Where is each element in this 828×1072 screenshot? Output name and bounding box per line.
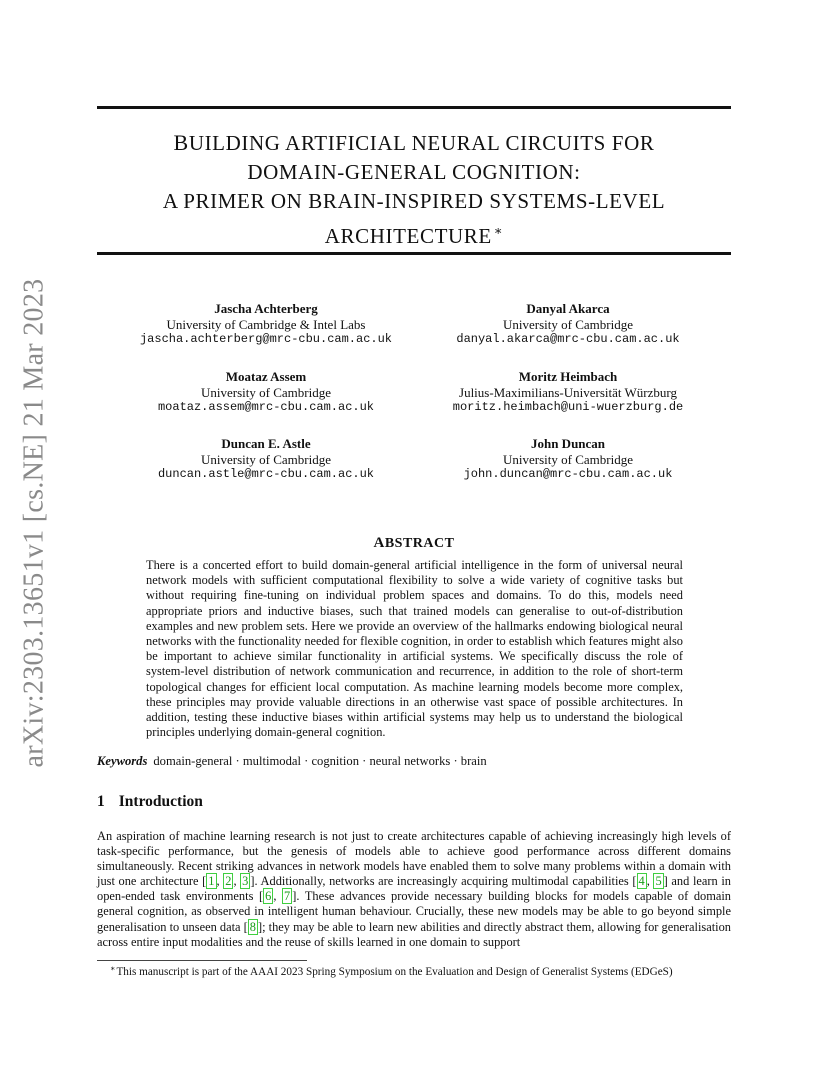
title-top-rule — [97, 106, 731, 109]
author-email[interactable]: moritz.heimbach@uni-wuerzburg.de — [452, 400, 684, 414]
author-affiliation: Julius-Maximilians-Universität Würzburg — [459, 384, 677, 400]
author-block — [106, 301, 426, 348]
author-affiliation: University of Cambridge — [201, 384, 331, 400]
abstract-text: There is a concerted effort to build domain-general artificial intelligence in the form of universal neural network models with sufficient computational flexibility to solve a wide variety of cognitive tasks but without requiring fine-tuning on individual problem spaces and domains. To do this, models need appropriate priors and inductive biases, such that trained models can generalise to out-of-distribution examples and new problem sets. Here we provide an overview of the hallmarks endowing biological neural networks with the functionality needed for flexible cognition, in order to establish which features might also be important to achieve similar functionality in artificial systems. We specifically discuss the role of system-level distribution of network communication and recurrence, in addition to the role of short-term topological changes for efficient local computation. As machine learning models become more complex, these principles may provide valuable directions in an otherwise vast space of possible architectures. In addition, testing these inductive biases within artificial systems may help us to understand the biological principles underlying domain-general cognition. — [146, 558, 683, 740]
author-block — [106, 436, 426, 483]
author-affiliation: University of Cambridge — [201, 451, 331, 467]
title-line-4: ARCHITECTURE ∗ — [324, 223, 504, 248]
title-bottom-rule — [97, 252, 731, 255]
section-title: Introduction — [118, 793, 203, 810]
author-affiliation: University of Cambridge & Intel Labs — [166, 316, 366, 332]
author-name: Moritz Heimbach — [518, 369, 618, 384]
citation-link[interactable]: 7 — [284, 889, 291, 904]
title-line-2: DOMAIN-GENERAL COGNITION: — [247, 160, 581, 184]
author-name: John Duncan — [530, 436, 606, 451]
keywords-line — [97, 754, 487, 769]
footnote-text: This manuscript is part of the AAAI 2023 Spring Symposium on the Evaluation and Design of Generalist Systems (EDGeS) — [116, 966, 673, 978]
citation-link[interactable]: 4 — [638, 874, 645, 889]
author-affiliation: University of Cambridge — [503, 316, 633, 332]
author-name: Jascha Achterberg — [214, 301, 318, 316]
author-email[interactable]: john.duncan@mrc-cbu.cam.ac.uk — [463, 467, 673, 481]
paper-title — [97, 128, 731, 251]
footnote-rule — [97, 960, 307, 961]
author-block — [106, 369, 426, 416]
abstract-heading: ABSTRACT — [373, 535, 455, 551]
introduction-paragraph: An aspiration of machine learning research is not just to create architectures capable of achieving increasingly high levels of task-specific performance, but the genesis of models able to achieve good performance across different domains simultaneously. Recent striking advances in network models have enabled them to solve many problems within a domain with just one architecture [ 1 , 2 , 3 ]. Additionally, networks are increasingly acquiring multimodal capabilities [ 4 , 5 ] and learn in open-ended task environments [ 6 , 7 ]. These advances provide necessary building blocks for models capable of domain general cognition, as observed in intelligent human behaviour. Crucially, these new models may be able to go beyond simple generalisation to unseen data [ 8 ]; they may be able to learn new abilities and directly abstract them, allowing for generalisation across entire input modalities and the reuse of skills learned in one domain to support — [97, 829, 731, 949]
citation-link[interactable]: 2 — [225, 874, 232, 889]
citation-link[interactable]: 5 — [655, 874, 662, 889]
section-number: 1 — [97, 793, 105, 810]
citation-link[interactable]: 3 — [242, 874, 249, 889]
author-block — [408, 369, 728, 416]
author-name: Duncan E. Astle — [221, 436, 311, 451]
citation-link[interactable]: 1 — [208, 874, 215, 889]
author-affiliation: University of Cambridge — [503, 451, 633, 467]
arxiv-identifier: arXiv:2303.13651v1 [cs.NE] 21 Mar 2023 — [18, 278, 50, 767]
citation-link[interactable]: 6 — [265, 889, 272, 904]
author-block — [408, 301, 728, 348]
author-email[interactable]: duncan.astle@mrc-cbu.cam.ac.uk — [157, 467, 375, 481]
arxiv-side-stamp — [14, 278, 54, 767]
keywords-label: Keywords — [97, 754, 148, 768]
author-block — [408, 436, 728, 483]
footnote-mark: ∗ — [110, 964, 116, 973]
author-name: Danyal Akarca — [526, 301, 610, 316]
footnote — [110, 964, 673, 978]
author-name: Moataz Assem — [225, 369, 307, 384]
title-line-1: BUILDING ARTIFICIAL NEURAL CIRCUITS FOR — [173, 130, 655, 155]
author-email[interactable]: jascha.achterberg@mrc-cbu.cam.ac.uk — [139, 332, 393, 346]
author-email[interactable]: danyal.akarca@mrc-cbu.cam.ac.uk — [456, 332, 680, 346]
title-footnote-mark[interactable]: ∗ — [493, 223, 504, 238]
title-line-3: A PRIMER ON BRAIN-INSPIRED SYSTEMS-LEVEL — [162, 189, 666, 213]
author-email[interactable]: moataz.assem@mrc-cbu.cam.ac.uk — [157, 400, 375, 414]
keywords-list: domain-general · multimodal · cognition · neural networks · brain — [153, 754, 487, 768]
section-heading — [97, 793, 203, 811]
citation-link[interactable]: 8 — [249, 919, 256, 934]
